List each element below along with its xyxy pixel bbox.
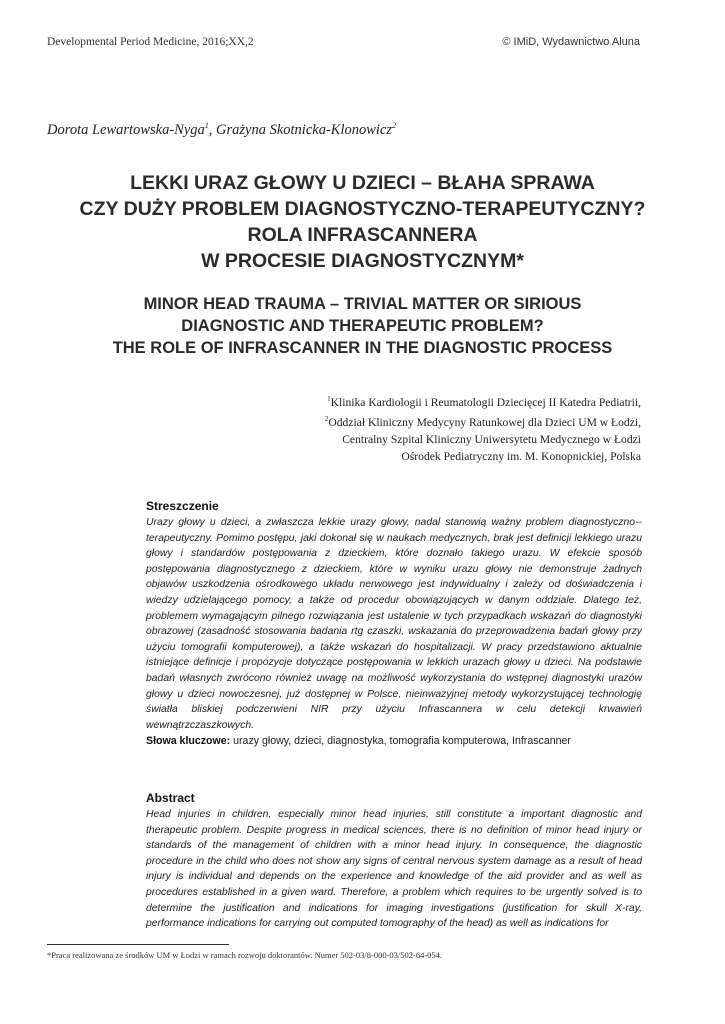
title-line: THE ROLE OF INFRASCANNER IN THE DIAGNOSTIC PROCESS [112,339,613,357]
footnote-divider [47,944,229,945]
title-line: MINOR HEAD TRAUMA – TRIVIAL MATTER OR SIRIOUS [143,295,582,313]
author-name: Grażyna Skotnicka-Klonowicz [216,121,393,138]
title-line: LEKKI URAZ GŁOWY U DZIECI – BŁAHA SPRAWA [130,172,595,194]
affiliation-line: $^1$Klinika Kardiologii i Reumatologii Dziecięcej II Katedra Pediatrii, [327,395,641,409]
affiliation-marker: 2 [392,121,397,130]
affiliation-line: $^2$Oddział Kliniczny Medycyny Ratunkowej dla Dzieci UM w Łodzi, [324,414,641,429]
abstract-text: Head injuries in children, especially minor head injuries, still constitute a important diagnostic and therapeutic problem. Despite progress in medical sciences, there is no definition of minor head injury or standards of the management of children with a minor head injury. In consequence, the diagnostic procedure in the child who does not show any signs of central nervous system damage as a result of head injury is individual and depends on the experience and knowledge of the aid provider and as well as procedures established in a given ward. Therefore, a problem which requires to be urgently solved is to determine the justification and indications for imaging investigations (justification for skull X-ray, performance indications for carrying out computed tomography of the head) as well as indications for [146,809,642,930]
title-polish [20,170,705,274]
title-line: DIAGNOSTIC AND THERAPEUTIC PROBLEM? [181,317,544,335]
author-separator: , [208,121,217,138]
keywords-label: Słowa kluczowe: [146,735,231,747]
keywords [146,735,646,747]
affiliation-marker: 1 [327,395,331,403]
author-list [47,121,396,139]
journal-citation: Developmental Period Medicine, 2016;XX,2 [47,36,254,48]
title-line: ROLA INFRASCANNERA [247,224,478,246]
abstract-heading: Abstract [146,791,195,805]
streszczenie-text: Urazy głowy u dzieci, a zwłaszcza lekkie urazy głowy, nadal stanowią ważny problem diagnostyczno--terapeutyczny. Pomimo postępu, jaki dokonał się w naukach medycznych, brak jest definicji lekkiego urazu głowy i standardów postępowania z dzieckiem, które doznało takiego urazu. W efekcie sposób postępowania diagnostycznego z dzieckiem, które w wyniku urazu głowy nie demonstruje żadnych objawów uszkodzenia ośrodkowego układu nerwowego jest indywidualny i zależy od doświadczenia i wiedzy udzielającego pomocy, a także od procedur obowiązujących w danym oddziale. Dlatego też, problemem wymagającym pilnego rozwiązania jest ustalenie w tych przypadkach wskazań do diagnostyki obrazowej (zasadność stosowania badania rtg czaszki, wskazania do przeprowadzenia badań głowy przy użyciu tomografii komputerowej), a także wskazań do hospitalizacji. W pracy przedstawiono aktualnie istniejące definicje i propozycje dotyczące postępowania w lekkich urazach głowy u dzieci. Na podstawie badań własnych zwrócono również uwagę na możliwość wykorzystania do wstępnej diagnostyki urazów głowy u dzieci nowoczesnej, już dostępnej w Polsce, nieinwazyjnej metody wykorzystującej technologię światła bliskiej podczerwieni NIR przy użyciu Infrascannera w celu detekcji krwawień wewnątrzczaszkowych. [146,517,642,731]
affiliation-marker: 1 [204,121,209,130]
copyright-notice: © IMiD, Wydawnictwo Aluna [502,36,640,48]
author-name: Dorota Lewartowska-Nyga [47,121,205,138]
footnote: *Praca realizowana ze środków UM w Łodzi w ramach rozwoju doktorantów. Numer 502-03/8-000-03/502-64-054. [47,950,443,960]
title-line: W PROCESIE DIAGNOSTYCZNYM* [201,250,524,272]
affiliation-line: Ośrodek Pediatryczny im. M. Konopnickiej, Polska [401,449,641,463]
keywords-text: urazy głowy, dzieci, diagnostyka, tomografia komputerowa, Infrascanner [230,735,571,747]
affiliation-marker: 2 [324,414,329,423]
streszczenie-heading: Streszczenie [146,499,219,513]
title-line: CZY DUŻY PROBLEM DIAGNOSTYCZNO-TERAPEUTYCZNY? [79,198,646,220]
affiliation-line: Centralny Szpital Kliniczny Uniwersytetu Medycznego w Łodzi [342,432,641,446]
title-english [20,293,705,359]
affiliations [181,391,641,465]
